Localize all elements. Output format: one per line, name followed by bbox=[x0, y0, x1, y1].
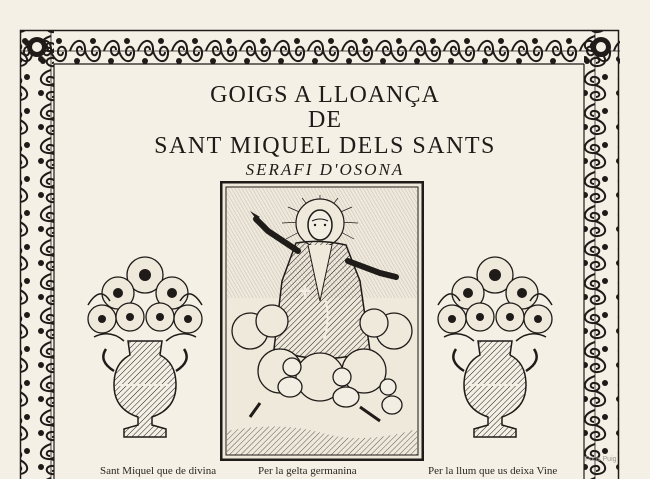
verse-column-3: Per la llum que us deixa Vine bbox=[428, 465, 558, 477]
title-line-1: GOIGS A LLOANÇA bbox=[210, 82, 440, 108]
title-block bbox=[150, 82, 500, 180]
title-line-2: DE bbox=[308, 107, 342, 133]
verse-column-1: Sant Miquel que de divina bbox=[100, 465, 217, 477]
left-flower-vase-image bbox=[80, 245, 210, 445]
verse-column-2: Per la gelta germanina bbox=[258, 465, 357, 477]
title-line-3: SANT MIQUEL DELS SANTS bbox=[154, 133, 496, 159]
right-flower-vase-image bbox=[430, 245, 560, 445]
watermark: Fons Puig bbox=[585, 456, 617, 463]
author-line: SERAFI D'OSONA bbox=[245, 160, 405, 179]
saint-woodcut-image bbox=[220, 181, 424, 461]
